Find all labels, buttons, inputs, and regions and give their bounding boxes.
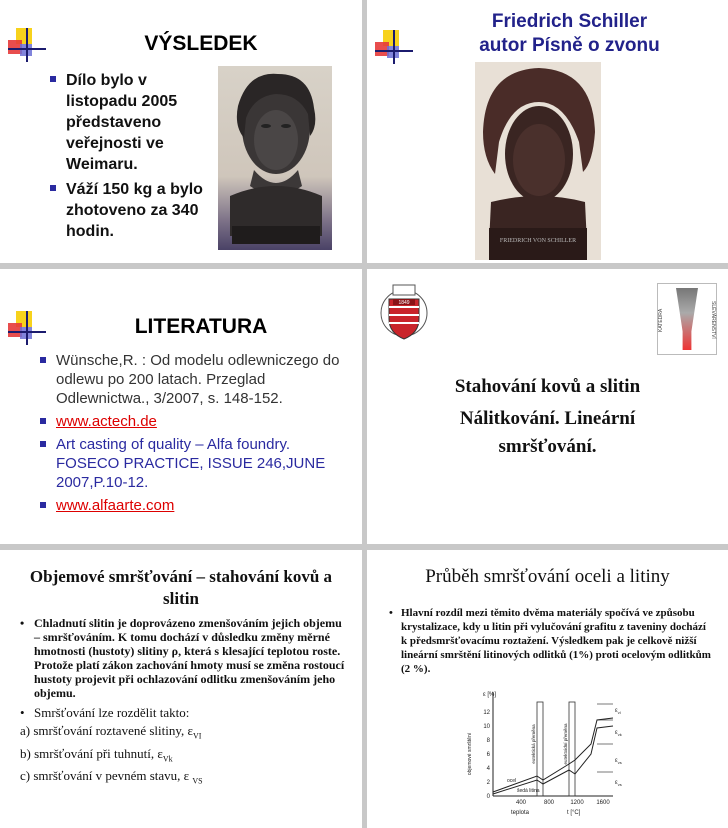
bust-photo [218, 66, 332, 250]
logo-text: KATEDRA [658, 308, 664, 332]
reference-link[interactable]: www.alfaarte.com [56, 497, 175, 514]
x-ticks [516, 800, 610, 806]
eps-label: $\varepsilon_{vs}$ [615, 758, 622, 765]
slide-body: • Hlavní rozdíl mezi těmito dvěma materiály spočívá ve způsobu krystalizace, kdy u litin při vylučování grafitu z taveniny dochází k předsmršťovacímu roztažení. Výsledkem pak je celkově nižší lineární smrštění litinových odlitků (1%) proti ocelovým odlitkům (2 %). [389, 607, 711, 675]
heading-line: Nálitkování. Lineární smršťování. [459, 408, 636, 457]
eps-label: $\varepsilon_{vs}$ [615, 780, 622, 787]
slide-stahovani-title[interactable] [367, 269, 728, 544]
list-item: c) smršťování v pevném stavu, ε $_{VS}$ [20, 768, 203, 786]
list-item: Váží 150 kg a bylo zhotoveno za 340 hodin. [50, 179, 210, 242]
y-tick: 6 [486, 752, 490, 758]
reference-item [40, 412, 340, 431]
heading-line: Stahování kovů a slitin [454, 376, 641, 397]
y-tick: 10 [483, 724, 490, 730]
x-axis-unit: t [°C] [567, 810, 581, 816]
decorative-squares [375, 30, 409, 64]
eps-label: $\varepsilon_{vl}$ [615, 708, 621, 715]
list-item: a) smršťování roztavené slitiny, $\varepsilon_{VI}$ [20, 723, 202, 741]
reference-item [40, 496, 340, 515]
slide-prubeh-smrstovani[interactable] [367, 550, 728, 828]
slide-title: VÝSLEDEK [144, 32, 258, 55]
y-tick: 2 [486, 780, 490, 786]
slide-body [20, 616, 350, 790]
slide-title: LITERATURA [134, 315, 268, 338]
slide-title [427, 10, 712, 58]
eutectoid-band [569, 702, 575, 796]
x-tick: 800 [543, 800, 555, 806]
shrinkage-types-list [20, 722, 350, 790]
slide-literatura[interactable] [0, 269, 362, 544]
slide-objemove-smrstovani[interactable] [0, 550, 362, 828]
paragraph: • Chladnutí slitin je doprovázeno zmenšováním jejich objemu – smršťováním. K tomu dochází v důsledku změny měrné hmotnosti (hustoty) slitiny ρ, která s klesající teplotou roste. Protože platí zákon zachování hmoty musí se změna rostoucí hustoty projevit při ochlazování odlitku zmenšováním jeho objemu. [20, 616, 345, 700]
epsilon-labels [615, 708, 622, 787]
y-ticks [483, 710, 490, 800]
slide-title: Průběh smršťování oceli a litiny [425, 566, 670, 587]
y-axis-label: objemové smrštění [467, 732, 473, 776]
x-tick: 400 [515, 800, 527, 806]
list-item: b) smršťování při tuhnutí, $\varepsilon_{Vk}$ [20, 745, 173, 764]
logo-text: SLÉVÁRENSTVÍ [710, 301, 716, 339]
bullet-dot: • [20, 616, 25, 630]
university-shield-logo [379, 283, 429, 345]
bullet-dot: • [389, 607, 393, 619]
logo-shape [676, 288, 698, 350]
y-tick: 8 [486, 738, 490, 744]
x-tick: 1200 [570, 800, 584, 806]
reference-link[interactable]: www.actech.de [56, 413, 157, 430]
bust-photo [475, 62, 601, 260]
bullet-dot: • [20, 705, 25, 720]
eps-label: $\varepsilon_{vk}$ [615, 730, 622, 737]
y-tick: 12 [483, 710, 490, 716]
slide-title: Objemové smršťování – stahování kovů a slitin [29, 567, 333, 608]
list-item: Dílo bylo v listopadu 2005 představeno veřejnosti ve Weimaru. [50, 70, 210, 175]
y-tick: 0 [486, 794, 490, 800]
slide-heading [387, 373, 708, 461]
shield-year: 1849 [398, 300, 410, 306]
title-line: autor Písně o zvonu [479, 35, 660, 56]
shrinkage-chart [463, 684, 639, 824]
reference-list [40, 351, 340, 515]
reference-item: Art casting of quality – Alfa foundry. FOSECO PRACTICE, ISSUE 246,JUNE 2007,P.10-12. [40, 435, 340, 492]
plinth-text: FRIEDRICH VON SCHILLER [499, 238, 577, 244]
iron-label: šedá litina [517, 788, 540, 794]
paragraph: • Smršťování lze rozdělit takto: [20, 705, 190, 720]
bullet-list [50, 70, 210, 242]
y-tick: 4 [486, 766, 490, 772]
slide-schiller[interactable] [367, 0, 728, 263]
y-axis-unit: ε [%] [483, 692, 497, 698]
band-label: eutektická přeměna [531, 724, 536, 764]
reference-item: Wünsche,R. : Od modelu odlewniczego do odlewu po 200 latach. Przeglad Odlewnictwa., 3/2007, s. 148-152. [40, 351, 340, 408]
band-label: eutektoidní přeměna [563, 723, 568, 765]
katedra-logo [657, 283, 717, 355]
x-axis-label: teplota [511, 810, 530, 816]
slide-vysledek[interactable] [0, 0, 362, 263]
title-line: Friedrich Schiller [491, 11, 648, 32]
steel-label: ocel [507, 778, 517, 784]
x-tick: 1600 [596, 800, 610, 806]
